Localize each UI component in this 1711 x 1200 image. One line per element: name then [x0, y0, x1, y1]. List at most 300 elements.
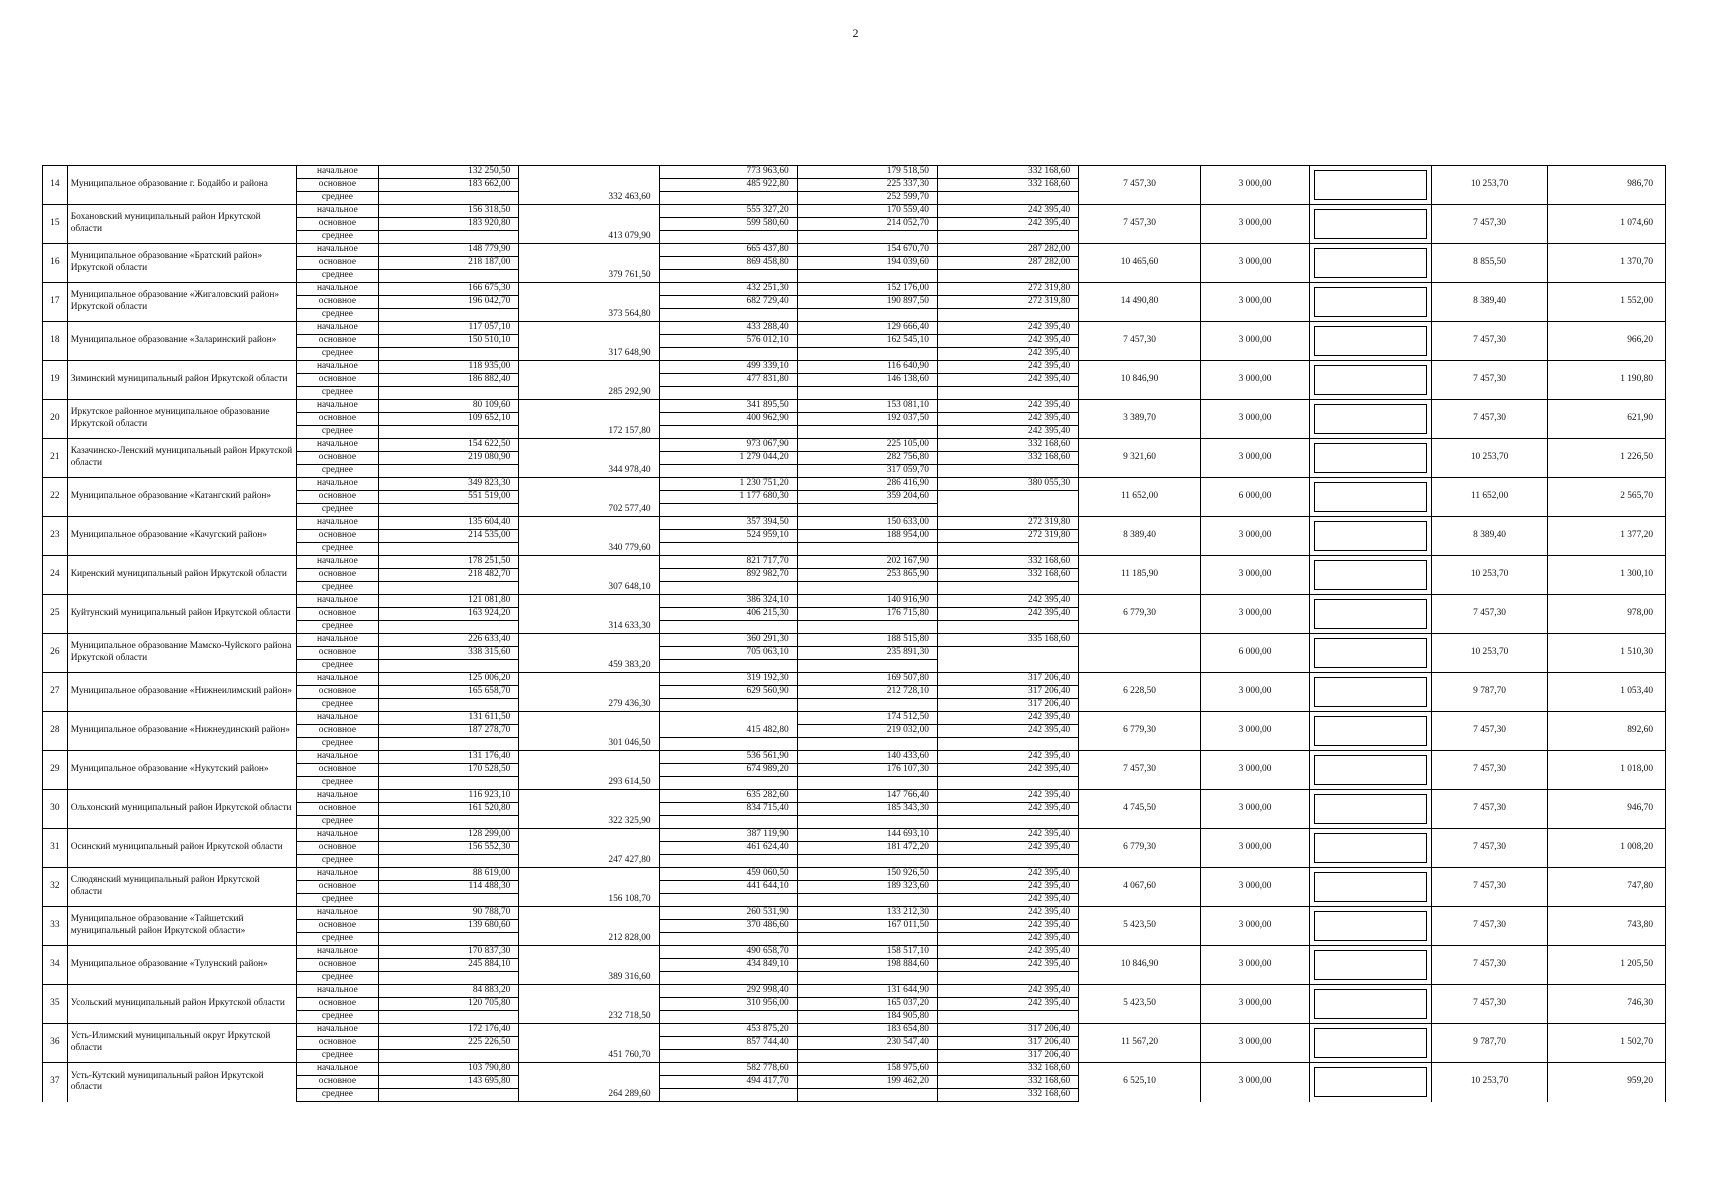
amount-cell: 7 457,30 — [1431, 985, 1548, 1024]
education-level: основное — [296, 803, 378, 816]
value-cell: 494 417,70 — [659, 1076, 797, 1089]
value-cell: 116 923,10 — [379, 790, 519, 803]
value-cell — [659, 1011, 797, 1024]
value-cell — [519, 322, 659, 335]
amount-cell: 8 389,40 — [1431, 283, 1548, 322]
education-level: среднее — [296, 543, 378, 556]
row-number: 17 — [43, 283, 68, 322]
education-level: основное — [296, 764, 378, 777]
value-cell — [519, 595, 659, 608]
blank-cell — [1310, 1063, 1432, 1102]
value-cell: 973 067,90 — [659, 439, 797, 452]
amount-cell: 7 457,30 — [1431, 712, 1548, 751]
education-level: основное — [296, 218, 378, 231]
value-cell — [797, 1089, 937, 1102]
amount-cell: 9 787,70 — [1431, 1024, 1548, 1063]
education-level: среднее — [296, 699, 378, 712]
blank-box — [1314, 638, 1427, 668]
value-cell: 272 319,80 — [937, 296, 1078, 309]
municipality-name: Иркутское районное муниципальное образование Иркутской области — [67, 400, 296, 439]
value-cell — [519, 166, 659, 179]
amount-cell: 3 000,00 — [1200, 595, 1309, 634]
blank-cell — [1310, 517, 1432, 556]
value-cell: 179 518,50 — [797, 166, 937, 179]
blank-box — [1314, 209, 1427, 239]
education-level: начальное — [296, 244, 378, 257]
amount-cell: 3 389,70 — [1079, 400, 1201, 439]
value-cell: 432 251,30 — [659, 283, 797, 296]
value-cell: 441 644,10 — [659, 881, 797, 894]
value-cell — [937, 647, 1078, 660]
value-cell — [659, 543, 797, 556]
value-cell: 212 828,00 — [519, 933, 659, 946]
education-level: начальное — [296, 517, 378, 530]
row-number: 37 — [43, 1063, 68, 1102]
value-cell — [519, 842, 659, 855]
value-cell: 245 884,10 — [379, 959, 519, 972]
value-cell: 293 614,50 — [519, 777, 659, 790]
value-cell: 242 395,40 — [937, 790, 1078, 803]
education-level: среднее — [296, 387, 378, 400]
value-cell: 143 695,80 — [379, 1076, 519, 1089]
value-cell: 183 662,00 — [379, 179, 519, 192]
blank-cell — [1310, 868, 1432, 907]
amount-cell: 3 000,00 — [1200, 946, 1309, 985]
value-cell: 287 282,00 — [937, 257, 1078, 270]
blank-cell — [1310, 166, 1432, 205]
value-cell: 146 138,60 — [797, 374, 937, 387]
value-cell: 360 291,30 — [659, 634, 797, 647]
row-number: 26 — [43, 634, 68, 673]
amount-cell: 746,30 — [1548, 985, 1666, 1024]
blank-cell — [1310, 595, 1432, 634]
value-cell: 148 779,90 — [379, 244, 519, 257]
value-cell: 158 517,10 — [797, 946, 937, 959]
amount-cell: 3 000,00 — [1200, 439, 1309, 478]
education-level: основное — [296, 920, 378, 933]
education-level: начальное — [296, 400, 378, 413]
value-cell: 129 666,40 — [797, 322, 937, 335]
value-cell — [379, 777, 519, 790]
amount-cell: 1 074,60 — [1548, 205, 1666, 244]
amount-cell — [1079, 634, 1201, 673]
value-cell — [379, 582, 519, 595]
amount-cell: 14 490,80 — [1079, 283, 1201, 322]
blank-box — [1314, 521, 1427, 551]
education-level: начальное — [296, 361, 378, 374]
education-level: начальное — [296, 556, 378, 569]
value-cell — [519, 803, 659, 816]
amount-cell: 1 377,20 — [1548, 517, 1666, 556]
value-cell — [659, 582, 797, 595]
value-cell: 144 693,10 — [797, 829, 937, 842]
value-cell: 242 395,40 — [937, 348, 1078, 361]
value-cell: 322 325,90 — [519, 816, 659, 829]
value-cell — [659, 855, 797, 868]
amount-cell: 959,20 — [1548, 1063, 1666, 1102]
value-cell: 247 427,80 — [519, 855, 659, 868]
value-cell: 242 395,40 — [937, 712, 1078, 725]
value-cell: 176 107,30 — [797, 764, 937, 777]
value-cell: 279 436,30 — [519, 699, 659, 712]
value-cell: 156 318,50 — [379, 205, 519, 218]
value-cell: 635 282,60 — [659, 790, 797, 803]
amount-cell: 3 000,00 — [1200, 517, 1309, 556]
value-cell: 176 715,80 — [797, 608, 937, 621]
value-cell: 185 343,30 — [797, 803, 937, 816]
table-row — [43, 829, 1666, 842]
amount-cell: 3 000,00 — [1200, 361, 1309, 400]
value-cell: 183 654,80 — [797, 1024, 937, 1037]
value-cell — [937, 738, 1078, 751]
value-cell: 194 039,60 — [797, 257, 937, 270]
value-cell — [519, 1037, 659, 1050]
municipality-name: Усть-Кутский муниципальный район Иркутской области — [67, 1063, 296, 1102]
value-cell — [519, 244, 659, 257]
value-cell: 335 168,60 — [937, 634, 1078, 647]
value-cell — [519, 829, 659, 842]
education-level: среднее — [296, 816, 378, 829]
amount-cell: 10 253,70 — [1431, 1063, 1548, 1102]
municipality-name: Муниципальное образование «Нижнеудинский район» — [67, 712, 296, 751]
amount-cell: 7 457,30 — [1431, 868, 1548, 907]
municipality-name: Зиминский муниципальный район Иркутской области — [67, 361, 296, 400]
value-cell: 242 395,40 — [937, 868, 1078, 881]
table-row — [43, 166, 1666, 179]
blank-box — [1314, 833, 1427, 863]
value-cell: 892 982,70 — [659, 569, 797, 582]
value-cell: 242 395,40 — [937, 946, 1078, 959]
value-cell — [659, 309, 797, 322]
education-level: основное — [296, 491, 378, 504]
value-cell: 1 177 680,30 — [659, 491, 797, 504]
value-cell — [519, 725, 659, 738]
value-cell — [519, 361, 659, 374]
value-cell — [937, 621, 1078, 634]
table-row — [43, 400, 1666, 413]
row-number: 21 — [43, 439, 68, 478]
value-cell: 317 206,40 — [937, 1050, 1078, 1063]
value-cell: 359 204,60 — [797, 491, 937, 504]
value-cell: 264 289,60 — [519, 1089, 659, 1102]
amount-cell: 7 457,30 — [1431, 400, 1548, 439]
value-cell: 536 561,90 — [659, 751, 797, 764]
value-cell — [797, 699, 937, 712]
value-cell: 705 063,10 — [659, 647, 797, 660]
value-cell: 212 728,10 — [797, 686, 937, 699]
value-cell: 150 633,00 — [797, 517, 937, 530]
value-cell — [519, 790, 659, 803]
education-level: основное — [296, 647, 378, 660]
value-cell — [937, 491, 1078, 504]
row-number: 15 — [43, 205, 68, 244]
value-cell — [519, 751, 659, 764]
education-level: основное — [296, 842, 378, 855]
value-cell: 178 251,50 — [379, 556, 519, 569]
allocation-table — [42, 165, 1666, 1102]
value-cell: 117 057,10 — [379, 322, 519, 335]
amount-cell: 7 457,30 — [1079, 166, 1201, 205]
table-row — [43, 439, 1666, 452]
blank-cell — [1310, 634, 1432, 673]
value-cell — [659, 465, 797, 478]
education-level: начальное — [296, 829, 378, 842]
value-cell: 1 279 044,20 — [659, 452, 797, 465]
value-cell: 118 935,00 — [379, 361, 519, 374]
amount-cell: 743,80 — [1548, 907, 1666, 946]
education-level: начальное — [296, 634, 378, 647]
value-cell — [519, 205, 659, 218]
amount-cell: 3 000,00 — [1200, 868, 1309, 907]
row-number: 25 — [43, 595, 68, 634]
amount-cell: 7 457,30 — [1431, 829, 1548, 868]
value-cell: 88 619,00 — [379, 868, 519, 881]
value-cell: 190 897,50 — [797, 296, 937, 309]
amount-cell: 3 000,00 — [1200, 283, 1309, 322]
value-cell — [379, 543, 519, 556]
municipality-name: Усть-Илимский муниципальный округ Иркутской области — [67, 1024, 296, 1063]
value-cell — [659, 192, 797, 205]
municipality-name: Муниципальное образование г. Бодайбо и района — [67, 166, 296, 205]
municipality-name: Ольхонский муниципальный район Иркутской области — [67, 790, 296, 829]
education-level: начальное — [296, 868, 378, 881]
value-cell — [659, 777, 797, 790]
value-cell — [519, 1024, 659, 1037]
amount-cell: 4 745,50 — [1079, 790, 1201, 829]
value-cell — [659, 270, 797, 283]
amount-cell: 7 457,30 — [1431, 595, 1548, 634]
value-cell: 332 168,60 — [937, 1089, 1078, 1102]
value-cell: 103 790,80 — [379, 1063, 519, 1076]
amount-cell: 1 300,10 — [1548, 556, 1666, 595]
value-cell: 252 599,70 — [797, 192, 937, 205]
value-cell: 387 119,90 — [659, 829, 797, 842]
value-cell: 150 926,50 — [797, 868, 937, 881]
municipality-name: Казачинско-Ленский муниципальный район Иркутской области — [67, 439, 296, 478]
table-row — [43, 868, 1666, 881]
value-cell: 242 395,40 — [937, 608, 1078, 621]
amount-cell: 10 253,70 — [1431, 634, 1548, 673]
value-cell: 490 658,70 — [659, 946, 797, 959]
value-cell — [519, 478, 659, 491]
education-level: среднее — [296, 894, 378, 907]
value-cell: 332 463,60 — [519, 192, 659, 205]
value-cell — [937, 543, 1078, 556]
value-cell: 165 658,70 — [379, 686, 519, 699]
value-cell: 415 482,80 — [659, 725, 797, 738]
value-cell — [519, 257, 659, 270]
value-cell: 834 715,40 — [659, 803, 797, 816]
value-cell — [797, 309, 937, 322]
value-cell — [519, 907, 659, 920]
blank-box — [1314, 872, 1427, 902]
amount-cell: 3 000,00 — [1200, 790, 1309, 829]
value-cell: 242 395,40 — [937, 413, 1078, 426]
table-row — [43, 946, 1666, 959]
education-level: начальное — [296, 478, 378, 491]
value-cell: 218 187,00 — [379, 257, 519, 270]
value-cell — [659, 712, 797, 725]
table-row — [43, 1063, 1666, 1076]
value-cell: 189 323,60 — [797, 881, 937, 894]
blank-cell — [1310, 439, 1432, 478]
amount-cell: 1 205,50 — [1548, 946, 1666, 985]
blank-cell — [1310, 244, 1432, 283]
amount-cell: 5 423,50 — [1079, 985, 1201, 1024]
value-cell — [519, 1063, 659, 1076]
municipality-name: Муниципальное образование «Качугский район» — [67, 517, 296, 556]
value-cell: 821 717,70 — [659, 556, 797, 569]
row-number: 34 — [43, 946, 68, 985]
value-cell — [379, 972, 519, 985]
value-cell — [519, 400, 659, 413]
value-cell — [519, 1076, 659, 1089]
table-row — [43, 478, 1666, 491]
value-cell — [519, 959, 659, 972]
amount-cell: 8 855,50 — [1431, 244, 1548, 283]
value-cell: 121 081,80 — [379, 595, 519, 608]
education-level: основное — [296, 1076, 378, 1089]
value-cell: 198 884,60 — [797, 959, 937, 972]
education-level: основное — [296, 413, 378, 426]
amount-cell: 6 779,30 — [1079, 595, 1201, 634]
education-level: начальное — [296, 673, 378, 686]
amount-cell: 621,90 — [1548, 400, 1666, 439]
value-cell: 133 212,30 — [797, 907, 937, 920]
value-cell: 332 168,60 — [937, 556, 1078, 569]
value-cell: 125 006,20 — [379, 673, 519, 686]
value-cell — [937, 816, 1078, 829]
amount-cell: 4 067,60 — [1079, 868, 1201, 907]
amount-cell: 7 457,30 — [1079, 205, 1201, 244]
value-cell: 188 515,80 — [797, 634, 937, 647]
blank-box — [1314, 1067, 1427, 1097]
value-cell: 332 168,60 — [937, 1063, 1078, 1076]
value-cell: 599 580,60 — [659, 218, 797, 231]
blank-cell — [1310, 985, 1432, 1024]
value-cell — [797, 504, 937, 517]
education-level: основное — [296, 608, 378, 621]
value-cell: 317 206,40 — [937, 673, 1078, 686]
amount-cell: 1 008,20 — [1548, 829, 1666, 868]
value-cell: 170 528,50 — [379, 764, 519, 777]
amount-cell: 10 465,60 — [1079, 244, 1201, 283]
value-cell: 242 395,40 — [937, 595, 1078, 608]
education-level: среднее — [296, 738, 378, 751]
education-level: среднее — [296, 1011, 378, 1024]
amount-cell: 8 389,40 — [1431, 517, 1548, 556]
blank-box — [1314, 560, 1427, 590]
blank-cell — [1310, 322, 1432, 361]
value-cell: 242 395,40 — [937, 803, 1078, 816]
education-level: среднее — [296, 621, 378, 634]
value-cell — [379, 894, 519, 907]
amount-cell: 3 000,00 — [1200, 1024, 1309, 1063]
education-level: среднее — [296, 426, 378, 439]
blank-box — [1314, 950, 1427, 980]
amount-cell: 7 457,30 — [1431, 361, 1548, 400]
value-cell: 524 959,10 — [659, 530, 797, 543]
amount-cell: 978,00 — [1548, 595, 1666, 634]
municipality-name: Куйтунский муниципальный район Иркутской области — [67, 595, 296, 634]
value-cell: 186 882,40 — [379, 374, 519, 387]
education-level: среднее — [296, 972, 378, 985]
value-cell: 225 337,30 — [797, 179, 937, 192]
municipality-name: Муниципальное образование «Нижнеилимский район» — [67, 673, 296, 712]
value-cell: 163 924,20 — [379, 608, 519, 621]
row-number: 20 — [43, 400, 68, 439]
value-cell: 344 978,40 — [519, 465, 659, 478]
education-level: среднее — [296, 1050, 378, 1063]
value-cell: 230 547,40 — [797, 1037, 937, 1050]
value-cell — [379, 699, 519, 712]
value-cell: 242 395,40 — [937, 959, 1078, 972]
value-cell: 373 564,80 — [519, 309, 659, 322]
value-cell: 140 916,90 — [797, 595, 937, 608]
value-cell — [937, 777, 1078, 790]
value-cell: 314 633,30 — [519, 621, 659, 634]
amount-cell: 7 457,30 — [1431, 751, 1548, 790]
value-cell: 869 458,80 — [659, 257, 797, 270]
value-cell — [519, 491, 659, 504]
value-cell — [797, 621, 937, 634]
value-cell: 242 395,40 — [937, 933, 1078, 946]
amount-cell: 7 457,30 — [1079, 751, 1201, 790]
table-row — [43, 673, 1666, 686]
amount-cell: 3 000,00 — [1200, 829, 1309, 868]
value-cell: 162 545,10 — [797, 335, 937, 348]
value-cell: 170 559,40 — [797, 205, 937, 218]
value-cell: 235 891,30 — [797, 647, 937, 660]
blank-box — [1314, 755, 1427, 785]
value-cell: 242 395,40 — [937, 764, 1078, 777]
value-cell: 196 042,70 — [379, 296, 519, 309]
value-cell: 156 552,30 — [379, 842, 519, 855]
value-cell — [519, 452, 659, 465]
value-cell: 166 675,30 — [379, 283, 519, 296]
municipality-name: Бохановский муниципальный район Иркутской области — [67, 205, 296, 244]
value-cell: 242 395,40 — [937, 725, 1078, 738]
value-cell: 154 622,50 — [379, 439, 519, 452]
blank-box — [1314, 794, 1427, 824]
amount-cell: 2 565,70 — [1548, 478, 1666, 517]
value-cell — [937, 504, 1078, 517]
education-level: среднее — [296, 660, 378, 673]
value-cell: 242 395,40 — [937, 205, 1078, 218]
municipality-name: Муниципальное образование Мамско-Чуйского района Иркутской области — [67, 634, 296, 673]
value-cell: 172 176,40 — [379, 1024, 519, 1037]
education-level: начальное — [296, 790, 378, 803]
value-cell — [937, 270, 1078, 283]
value-cell — [379, 1011, 519, 1024]
value-cell: 307 648,10 — [519, 582, 659, 595]
blank-box — [1314, 326, 1427, 356]
amount-cell: 6 779,30 — [1079, 712, 1201, 751]
value-cell — [797, 270, 937, 283]
amount-cell: 11 567,20 — [1079, 1024, 1201, 1063]
page-number: 2 — [852, 26, 859, 40]
blank-box — [1314, 443, 1427, 473]
value-cell: 287 282,00 — [937, 244, 1078, 257]
value-cell: 140 433,60 — [797, 751, 937, 764]
table-row — [43, 283, 1666, 296]
value-cell — [937, 972, 1078, 985]
row-number: 18 — [43, 322, 68, 361]
blank-cell — [1310, 361, 1432, 400]
table-row — [43, 985, 1666, 998]
value-cell — [519, 881, 659, 894]
blank-cell — [1310, 946, 1432, 985]
